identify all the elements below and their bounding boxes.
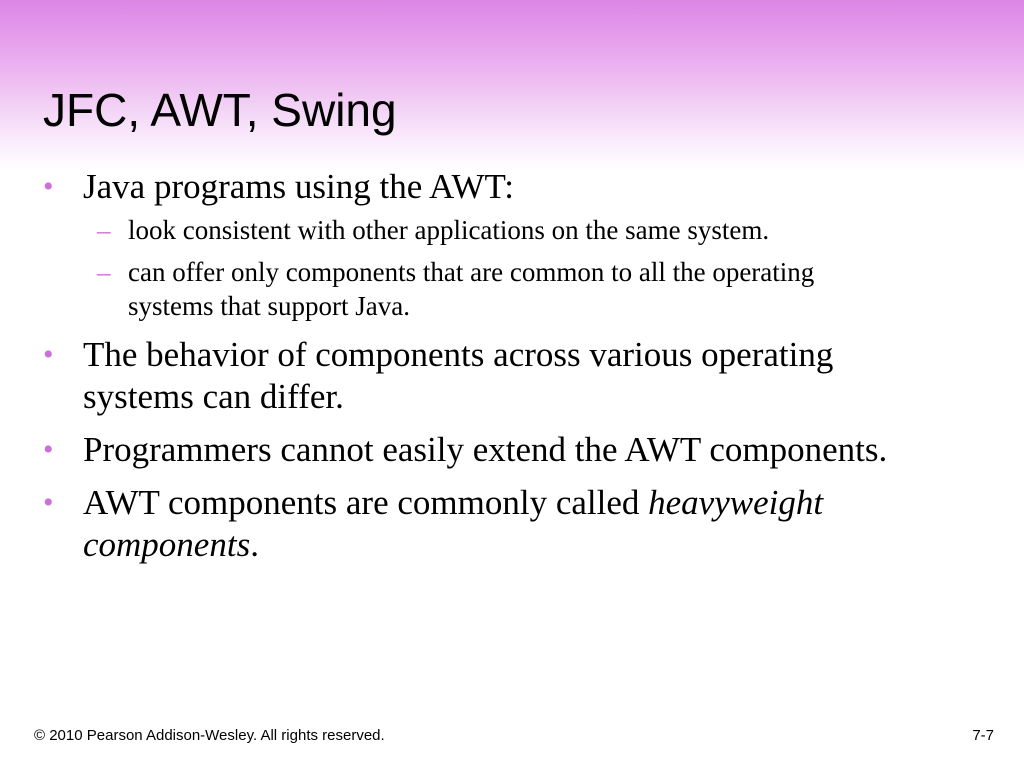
bullet-item (0, 482, 943, 566)
sub-bullet-marker: – (97, 257, 111, 287)
copyright-footer: © 2010 Pearson Addison-Wesley. All rights reserved. (34, 727, 385, 744)
sub-bullet-item (0, 255, 848, 323)
bullet-list (0, 166, 1024, 566)
bullet-text: The behavior of components across various operating systems can differ. (83, 335, 834, 416)
bullet-marker: • (43, 338, 54, 371)
page-number: 7-7 (972, 727, 994, 744)
bullet-text-emphasis: heavyweight components (83, 483, 824, 564)
bullet-item (0, 334, 943, 418)
bullet-text: Java programs using the AWT: (83, 167, 514, 206)
bullet-marker: • (43, 486, 54, 519)
slide-title: JFC, AWT, Swing (43, 84, 397, 136)
sub-bullet-text: look consistent with other applications on the same system. (128, 215, 770, 245)
bullet-text (83, 483, 823, 564)
bullet-marker: • (43, 170, 54, 203)
bullet-item (0, 429, 943, 471)
sub-bullet-item (0, 213, 848, 247)
bullet-text-end: . (250, 525, 259, 564)
sub-bullet-marker: – (97, 215, 111, 245)
sub-bullet-text: can offer only components that are common to all the operating systems that support Java. (128, 257, 815, 321)
bullet-text: Programmers cannot easily extend the AWT components. (83, 430, 888, 469)
bullet-item (0, 166, 943, 208)
bullet-text-plain: AWT components are commonly called (83, 483, 649, 522)
bullet-marker: • (43, 433, 54, 466)
